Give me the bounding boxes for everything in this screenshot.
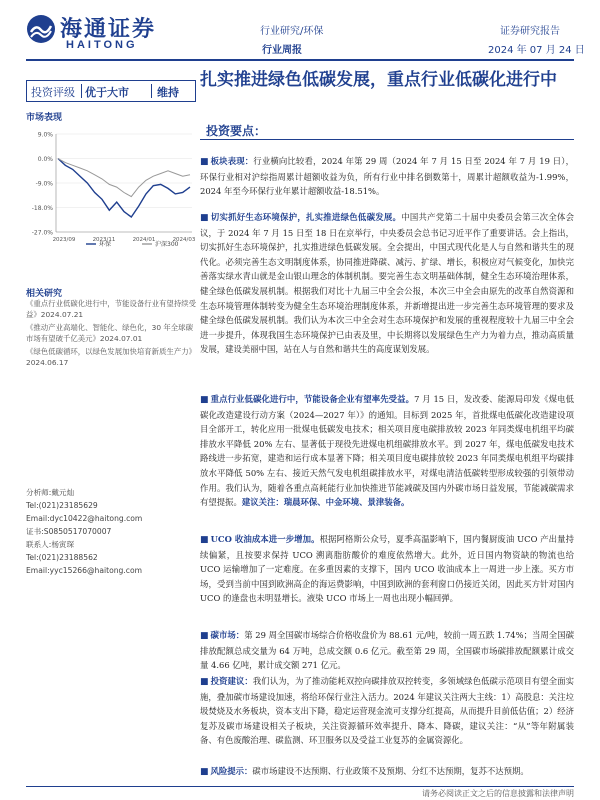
focus-label: 建议关注：	[241, 497, 284, 508]
paragraph-text: 我们认为，为了推动能耗双控向碳排放双控转变，多领域绿色低碳示范项目有望全面实施，叠加碳市场建设加速，将给环保行业注入活力。2024 年建议关注两大主线：1）高股息：关注垃圾焚烧及水务板块，资本支出下降，稳定运营现金流可支撑分红提高，从而提升目前低估值；2）经济复苏及碳市场建设相关子板块，关注资源循环效率提升、降本、降碳，建议关注：“从”等年附属装备、有色废酸治理、碳监测、环卫服务以及受益工业复苏的金属资源化。	[200, 676, 574, 746]
bullet-icon: ■	[200, 677, 209, 687]
paragraph-text: 碳市场建设不达预期、行业政策不及预期、分红不达预期，复苏不达预期。	[252, 766, 529, 776]
related-list	[26, 298, 196, 370]
related-item[interactable]: 《推动产业高端化、智能化、绿色化，30 年全球碳市场有望破千亿美元》2024.07.01	[26, 323, 193, 343]
paragraph-lead: 重点行业低碳化进行中，节能设备企业有望率先受益。	[210, 394, 415, 404]
x-tick-label: 2024/03	[172, 237, 196, 243]
key-points-header	[200, 120, 574, 140]
logo-english: HAITONG	[66, 39, 138, 51]
focus-companies: 瑞晨环保、中金环境、景津装备。	[283, 497, 410, 508]
paragraph-lead: 风险提示：	[210, 766, 253, 776]
paragraph-lead: 板块表现：	[210, 156, 254, 166]
paragraph-text: 7 月 15 日，发改委、能源局印发《煤电低碳化改造建设行动方案（2024—2027 年）》的通知。目标到 2025 年，首批煤电低碳化改造建设项目全部开工，转化应用一批煤电低碳发电技术；相关项目度电碳排放较 2023 年同类煤电机组平均碳排放水平降低 20% 左右、显著低于现役先进煤电机组碳排放水平。到 2027 年，煤电低碳发电技术路线进一步拓宽，建造和运行成本显著下降；相关项目度电碳排放较 2023 年同类煤电机组平均碳排放水平降低 50% 左右、接近天然气发电机组碳排放水平，对煤电清洁低碳转型形成较强的引领带动作用。我们认为，随着各重点高耗能行业加快推进节能减碳及国内外碳市场日益发展，节能减碳需求有望提振。	[200, 394, 574, 508]
paragraph-text: 第 29 周全国碳市场综合价格收盘价为 88.61 元/吨，较前一周五跌 1.74%；当周全国碳排放配额总成交量为 64 万吨，总成交额 0.6 亿元。截至第 29 周，全国碳市场碳排放配额累计成交量 4.66 亿吨，累计成交额 271 亿元。	[200, 630, 574, 671]
report-header	[0, 0, 600, 60]
paragraph-text: 行业横向比较看，2024 年第 29 周（2024 年 7 月 15 日至 2024 年 7 月 19 日），环保行业相对沪综指周累计超额收益为负，所有行业中排名倒数第十，周累计超额收益为-1.99%，2024 年至今环保行业年累计超额收益-18.51%。	[200, 156, 574, 197]
x-tick-label: 2023/09	[52, 237, 76, 243]
contact-name: 联系人:杨寅琛	[26, 540, 75, 549]
analyst-name: 分析师:戴元灿	[26, 488, 75, 497]
contact-tel: Tel:(021)23188562	[26, 553, 98, 562]
paragraph-lead: 投资建议：	[210, 676, 253, 686]
report-category: 行业研究/环保	[260, 26, 324, 37]
x-tick-label: 2024/01	[132, 237, 156, 243]
report-title: 扎实推进绿色低碳发展，重点行业低碳化进行中	[200, 70, 557, 90]
report-date: 2024 年 07 月 24 日	[488, 45, 585, 56]
y-tick-label: -27.0%	[31, 229, 53, 237]
paragraph-carbon-market	[200, 628, 574, 673]
paragraph-lead: 碳市场：	[210, 630, 245, 640]
report-type: 行业周报	[262, 45, 302, 56]
bullet-icon: ■	[200, 631, 209, 641]
bullet-icon: ■	[200, 535, 209, 545]
y-tick-label: 0.0%	[37, 156, 53, 163]
header-divider	[26, 59, 574, 61]
analyst-block	[26, 486, 196, 577]
x-tick-label: 2023/11	[92, 237, 116, 243]
haitong-logo-icon	[26, 14, 56, 44]
report-label: 证券研究报告	[500, 26, 560, 37]
related-title: 相关研究	[26, 289, 63, 299]
paragraph-lead: 切实抓好生态环境保护，扎实推进绿色低碳发展。	[210, 212, 402, 222]
rating-divider	[81, 84, 82, 98]
legend-label: 环保	[99, 241, 112, 248]
logo-chinese: 海通证券	[60, 16, 157, 42]
contact-email[interactable]: Email:yyc15266@haitong.com	[26, 566, 143, 575]
y-tick-label: 9.0%	[37, 131, 53, 139]
paragraph-sector-performance	[200, 154, 574, 199]
rating-trend: 维持	[157, 86, 179, 99]
footer-divider	[26, 786, 574, 787]
market-title: 市场表现	[26, 113, 63, 123]
analyst-email[interactable]: Email:dyc10422@haitong.com	[26, 514, 143, 523]
bullet-icon: ■	[200, 395, 209, 405]
paragraph-low-carbon	[200, 392, 574, 510]
rating-bar	[26, 80, 196, 102]
analyst-tel: Tel:(021)23185629	[26, 501, 98, 510]
key-points-title: 投资要点：	[206, 124, 267, 138]
related-item[interactable]: 《绿色低碳循环，以绿色发展加快培育新质生产力》2024.06.17	[26, 347, 196, 367]
related-item[interactable]: 《重点行业低碳化进行中，节能设备行业有望持续受益》2024.07.21	[26, 299, 196, 319]
y-tick-label: -18.0%	[31, 205, 53, 212]
rating-label: 投资评级	[31, 86, 75, 99]
paragraph-uco	[200, 532, 574, 606]
bullet-icon: ■	[200, 213, 209, 223]
paragraph-investment-advice	[200, 674, 574, 748]
paragraph-text: 中国共产党第二十届中央委员会第三次全体会议，于 2024 年 7 月 15 日至 18 日在京举行，中央委员会总书记习近平作了重要讲话。会上指出，切实抓好生态环境保护，扎实推进绿色低碳发展。全会提出，中国式现代化是人与自然和谐共生的现代化。必须完善生态文明制度体系，协同推进降碳、减污、扩绿、增长，积极应对气候变化，加快完善落实绿水青山就是金山银山理念的体制机制。要完善生态文明基础体制，健全生态环境治理体系，健全绿色低碳发展机制。根据我们对比十九届三中全会公报，本次三中全会由原先的改革自然资源和生态环境管理体制转变为健全生态环境治理制度体系，并新增提出进一步完善生态环境管理的要求及健全绿色低碳发展机制。我们认为本次三中全会对生态环境保护和发展的重视程度较十九届三中全会进一步提升，体现我国生态环境保护已由表及里，中长期将以发展绿色生产力为着力点，推动高质量发展，建设美丽中国，站在人与自然和谐共生的高度谋划发展。	[200, 212, 575, 355]
market-chart	[26, 128, 196, 250]
paragraph-eco-protection	[200, 210, 574, 357]
analyst-cert: 证书:S0850517070007	[26, 527, 112, 536]
y-tick-label: -9.0%	[35, 180, 53, 188]
rating-value: 优于大市	[85, 86, 129, 99]
footer-disclaimer: 请务必阅读正文之后的信息披露和法律声明	[422, 789, 574, 798]
paragraph-risk	[200, 764, 574, 780]
market-chart-svg	[26, 128, 196, 250]
paragraph-lead: UCO 收油成本进一步增加。	[210, 534, 320, 544]
rating-divider	[151, 84, 152, 98]
paragraph-text: 根据阿格斯公众号，夏季高温影响下，国内餐厨废油 UCO 产出量持续偏紧，且按要求保持 UCO 溯离脂肪酸价的难度依然增大。此外，近日国内物资缺的物流也给 UCO 运输增加了一定难度。在多重因素的支撑下，国内 UCO 收油成本上一周进一步上涨。买方市场，受到当前中国到欧洲高企的海运费影响，中国到欧洲的套利窗口仍接近关闭，因此买方针对国内 UCO 的逢盘也未明显增长。液染 UCO 市场上一周也出现小幅回弹。	[200, 534, 574, 604]
bullet-icon: ■	[200, 157, 209, 167]
legend-label: 沪深300	[155, 241, 179, 248]
bullet-icon: ■	[200, 767, 209, 777]
